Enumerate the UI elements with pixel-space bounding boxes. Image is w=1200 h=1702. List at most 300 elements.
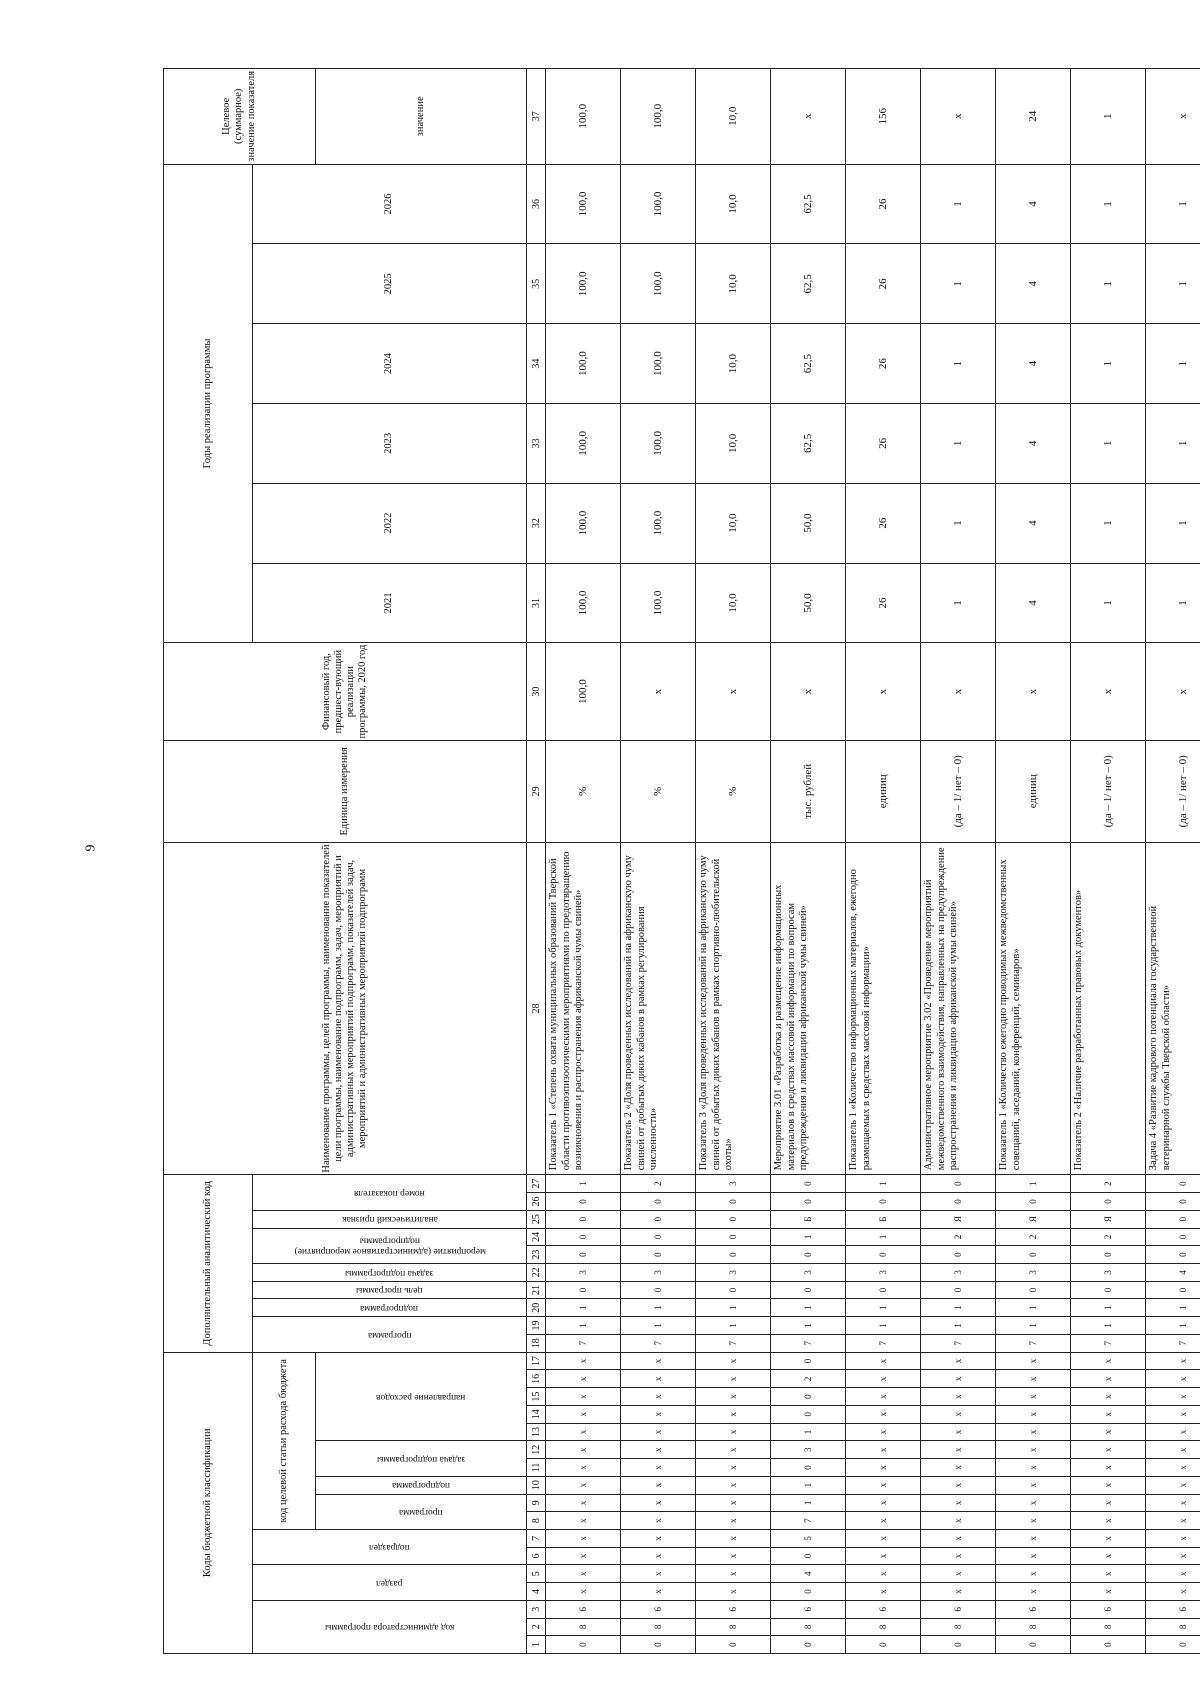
row-year-value: 1: [1071, 244, 1146, 324]
code-cell: Я: [921, 1210, 996, 1228]
row-year-value: 4: [996, 164, 1071, 244]
code-cell: x: [696, 1441, 771, 1459]
row-fin-year-value: х: [921, 643, 996, 741]
code-cell: 1: [771, 1423, 846, 1441]
code-cell: 2: [621, 1175, 696, 1193]
code-cell: 1: [846, 1317, 921, 1335]
row-year-value: 26: [846, 244, 921, 324]
code-cell: x: [621, 1352, 696, 1370]
row-fin-year-value: 100,0: [546, 643, 621, 741]
years-header: Годы реализации программы: [164, 164, 253, 643]
column-number: 1: [527, 1636, 546, 1654]
code-cell: x: [1146, 1405, 1200, 1423]
program-goal-header: цель программы: [253, 1281, 527, 1299]
code-cell: 0: [696, 1193, 771, 1211]
code-cell: 8: [921, 1618, 996, 1636]
row-fin-year-value: х: [696, 643, 771, 741]
code-cell: x: [1146, 1583, 1200, 1601]
code-cell: 0: [921, 1175, 996, 1193]
code-cell: 2: [996, 1228, 1071, 1246]
row-unit: %: [546, 740, 621, 842]
row-target-value: 100,0: [621, 69, 696, 165]
code-cell: 0: [1146, 1281, 1200, 1299]
code-cell: x: [996, 1388, 1071, 1406]
row-fin-year-value: х: [1146, 643, 1200, 741]
code-cell: 0: [546, 1281, 621, 1299]
code-cell: 0: [621, 1228, 696, 1246]
code-cell: 0: [621, 1636, 696, 1654]
code-cell: 3: [696, 1263, 771, 1281]
column-number: 26: [527, 1193, 546, 1211]
code-cell: x: [1071, 1370, 1146, 1388]
code-cell: x: [696, 1352, 771, 1370]
code-cell: x: [846, 1476, 921, 1494]
row-unit: (да – 1/ нет – 0): [1071, 740, 1146, 842]
code-cell: 6: [621, 1600, 696, 1618]
code-cell: 8: [846, 1618, 921, 1636]
row-name: Задача 4 «Развитие кадрового потенциала государственной ветеринарной службы Тверской области»: [1146, 842, 1200, 1174]
column-number: 5: [527, 1565, 546, 1583]
code-cell: 6: [546, 1600, 621, 1618]
table-row: [696, 69, 771, 1654]
row-year-value: 1: [1071, 324, 1146, 404]
column-number: 25: [527, 1210, 546, 1228]
code-cell: 0: [546, 1246, 621, 1264]
code-cell: 2: [771, 1370, 846, 1388]
code-cell: x: [621, 1565, 696, 1583]
target-header: Целевое (суммарное) значение показателя: [164, 69, 316, 165]
row-year-value: 100,0: [621, 164, 696, 244]
code-cell: 0: [771, 1193, 846, 1211]
code-cell: x: [921, 1388, 996, 1406]
code-cell: x: [696, 1583, 771, 1601]
column-number: 9: [527, 1494, 546, 1512]
row-name: Показатель 1 «Степень охвата муниципальных образований Тверской области противоэпизоотическими мероприятиями по предотвращению возникновения и распространения африканской чумы свиней»: [546, 842, 621, 1174]
code-cell: 0: [1071, 1281, 1146, 1299]
column-number: 14: [527, 1405, 546, 1423]
code-cell: x: [696, 1547, 771, 1565]
row-year-value: 1: [1146, 244, 1200, 324]
row-year-value: 1: [921, 404, 996, 484]
column-number: 34: [527, 324, 546, 404]
code-cell: 0: [546, 1228, 621, 1246]
code-cell: x: [621, 1476, 696, 1494]
code-cell: x: [996, 1405, 1071, 1423]
code-cell: x: [846, 1529, 921, 1547]
fin-year-header: Финансовый год, предшест-вующий реализации программы, 2020 год: [164, 643, 527, 741]
program-code-header: программа: [316, 1494, 527, 1529]
code-cell: 0: [921, 1281, 996, 1299]
row-year-value: 10,0: [696, 563, 771, 643]
code-cell: 0: [771, 1281, 846, 1299]
code-cell: x: [846, 1547, 921, 1565]
code-cell: x: [546, 1547, 621, 1565]
code-cell: 3: [996, 1263, 1071, 1281]
row-target-value: х: [921, 69, 996, 165]
code-cell: 0: [1071, 1246, 1146, 1264]
code-cell: x: [621, 1370, 696, 1388]
code-cell: 0: [1071, 1636, 1146, 1654]
code-cell: x: [846, 1388, 921, 1406]
code-cell: x: [621, 1583, 696, 1601]
code-cell: x: [696, 1494, 771, 1512]
code-cell: x: [1071, 1494, 1146, 1512]
row-year-value: 62,5: [771, 164, 846, 244]
code-cell: x: [621, 1459, 696, 1477]
code-cell: Б: [846, 1210, 921, 1228]
code-cell: x: [696, 1459, 771, 1477]
code-cell: 2: [1071, 1228, 1146, 1246]
code-cell: 7: [996, 1334, 1071, 1352]
column-number: 15: [527, 1388, 546, 1406]
row-unit: тыс. рублей: [771, 740, 846, 842]
column-number: 18: [527, 1334, 546, 1352]
code-cell: 0: [846, 1281, 921, 1299]
code-cell: 0: [621, 1193, 696, 1211]
code-cell: 0: [546, 1636, 621, 1654]
code-cell: 0: [546, 1193, 621, 1211]
code-cell: 0: [1146, 1175, 1200, 1193]
code-cell: Я: [996, 1210, 1071, 1228]
code-cell: x: [621, 1547, 696, 1565]
row-year-value: 1: [921, 164, 996, 244]
code-cell: x: [546, 1459, 621, 1477]
code-cell: 4: [1146, 1263, 1200, 1281]
code-cell: x: [1146, 1441, 1200, 1459]
column-number: 17: [527, 1352, 546, 1370]
table-row: [846, 69, 921, 1654]
row-name: Показатель 1 «Количество ежегодно проводимых межведомственных совещаний, заседаний, конференций, семинаров»: [996, 842, 1071, 1174]
code-cell: 0: [996, 1281, 1071, 1299]
column-number: 23: [527, 1246, 546, 1264]
row-year-value: 4: [996, 483, 1071, 563]
code-cell: x: [846, 1583, 921, 1601]
add-subprogram-header: подпрограмма: [253, 1299, 527, 1317]
row-fin-year-value: х: [1071, 643, 1146, 741]
code-cell: 0: [771, 1636, 846, 1654]
name-header: Наименование программы, целей программы, наименование показателей цели программы, наименование подпрограмм, задач, мероприятий и административных мероприятий подпрограмм, показателей задач, мероприятий и административных мероприятий подпрограмм: [164, 842, 527, 1174]
code-cell: x: [1146, 1352, 1200, 1370]
code-cell: 2: [1071, 1175, 1146, 1193]
code-cell: x: [921, 1512, 996, 1530]
code-cell: x: [696, 1423, 771, 1441]
row-target-value: 10,0: [696, 69, 771, 165]
code-cell: x: [1146, 1547, 1200, 1565]
code-cell: x: [846, 1459, 921, 1477]
row-fin-year-value: х: [996, 643, 1071, 741]
code-cell: 1: [921, 1317, 996, 1335]
code-cell: 0: [1071, 1193, 1146, 1211]
code-cell: 3: [771, 1263, 846, 1281]
code-cell: x: [1146, 1529, 1200, 1547]
code-cell: 1: [546, 1299, 621, 1317]
target-article-header: код целевой статьи расхода бюджета: [253, 1352, 316, 1529]
code-cell: 7: [696, 1334, 771, 1352]
column-number: 4: [527, 1583, 546, 1601]
code-cell: 5: [771, 1529, 846, 1547]
row-year-value: 4: [996, 404, 1071, 484]
code-cell: x: [846, 1494, 921, 1512]
column-number: 24: [527, 1228, 546, 1246]
code-cell: 0: [696, 1246, 771, 1264]
code-cell: 6: [921, 1600, 996, 1618]
column-number: 11: [527, 1459, 546, 1477]
code-cell: Б: [771, 1210, 846, 1228]
code-cell: 0: [1146, 1193, 1200, 1211]
code-cell: x: [1071, 1459, 1146, 1477]
row-unit: единиц: [846, 740, 921, 842]
row-year-value: 10,0: [696, 244, 771, 324]
column-number: 6: [527, 1547, 546, 1565]
code-cell: 3: [921, 1263, 996, 1281]
row-year-value: 62,5: [771, 404, 846, 484]
target-value-header: значение: [316, 69, 527, 165]
year-2024-header: 2024: [253, 324, 527, 404]
code-cell: x: [546, 1388, 621, 1406]
code-cell: 1: [771, 1476, 846, 1494]
budget-codes-header: Коды бюджетной классификации: [164, 1352, 253, 1653]
row-year-value: 100,0: [621, 244, 696, 324]
code-cell: x: [1146, 1459, 1200, 1477]
subprogram-code-header: подпрограмма: [316, 1476, 527, 1494]
code-cell: x: [1071, 1405, 1146, 1423]
code-cell: 0: [771, 1583, 846, 1601]
code-cell: x: [621, 1441, 696, 1459]
code-cell: 3: [771, 1441, 846, 1459]
table-row: [771, 69, 846, 1654]
code-cell: 0: [1146, 1636, 1200, 1654]
code-cell: 4: [771, 1565, 846, 1583]
row-year-value: 100,0: [621, 563, 696, 643]
code-cell: 8: [696, 1618, 771, 1636]
code-cell: x: [921, 1494, 996, 1512]
code-cell: 3: [696, 1175, 771, 1193]
code-cell: x: [846, 1441, 921, 1459]
column-number: 36: [527, 164, 546, 244]
code-cell: x: [921, 1529, 996, 1547]
year-2025-header: 2025: [253, 244, 527, 324]
code-cell: x: [921, 1370, 996, 1388]
subprogram-task2-header: задача подпрограммы: [253, 1263, 527, 1281]
code-cell: 1: [696, 1317, 771, 1335]
code-cell: x: [696, 1565, 771, 1583]
row-year-value: 1: [1146, 324, 1200, 404]
analytic-sign-header: аналитический признак: [253, 1210, 527, 1228]
column-number: 31: [527, 563, 546, 643]
code-cell: x: [696, 1405, 771, 1423]
code-cell: x: [996, 1370, 1071, 1388]
code-cell: x: [546, 1529, 621, 1547]
code-cell: 0: [996, 1193, 1071, 1211]
code-cell: 8: [771, 1618, 846, 1636]
code-cell: x: [996, 1529, 1071, 1547]
code-cell: x: [621, 1405, 696, 1423]
column-number: 32: [527, 483, 546, 563]
code-cell: 0: [696, 1210, 771, 1228]
code-cell: x: [696, 1512, 771, 1530]
code-cell: 8: [996, 1618, 1071, 1636]
code-cell: 0: [771, 1246, 846, 1264]
code-cell: x: [996, 1423, 1071, 1441]
code-cell: 0: [996, 1636, 1071, 1654]
row-name: Показатель 2 «Доля проведенных исследований на африканскую чуму свиней от добытых диких кабанов в рамках регулирования численности»: [621, 842, 696, 1174]
code-cell: x: [996, 1476, 1071, 1494]
column-number: 21: [527, 1281, 546, 1299]
code-cell: 6: [1071, 1600, 1146, 1618]
row-name: Показатель 2 «Наличие разработанных правовых документов»: [1071, 842, 1146, 1174]
row-year-value: 1: [1071, 483, 1146, 563]
code-cell: 1: [846, 1228, 921, 1246]
program-indicators-table: [163, 68, 1200, 1654]
activity-header: мероприятие (административное мероприятие) подпрограммы: [253, 1228, 527, 1263]
row-year-value: 100,0: [621, 324, 696, 404]
row-year-value: 26: [846, 404, 921, 484]
code-cell: x: [546, 1583, 621, 1601]
row-year-value: 62,5: [771, 244, 846, 324]
table-row: [996, 69, 1071, 1654]
code-cell: 6: [1146, 1600, 1200, 1618]
row-year-value: 62,5: [771, 324, 846, 404]
code-cell: x: [1071, 1565, 1146, 1583]
rotated-table-wrapper: [163, 68, 1189, 1654]
table-row: [1071, 69, 1146, 1654]
table-row: [1146, 69, 1200, 1654]
code-cell: 0: [546, 1210, 621, 1228]
column-number: 33: [527, 404, 546, 484]
row-unit: %: [696, 740, 771, 842]
code-cell: x: [1071, 1529, 1146, 1547]
subprogram-task-header: задача подпрограммы: [316, 1441, 527, 1476]
code-cell: x: [921, 1423, 996, 1441]
admin-code-header: код администратора программы: [253, 1600, 527, 1653]
row-unit: (да – 1/ нет – 0): [921, 740, 996, 842]
code-cell: 0: [771, 1175, 846, 1193]
column-number: 7: [527, 1529, 546, 1547]
code-cell: x: [1146, 1370, 1200, 1388]
code-cell: 0: [1146, 1228, 1200, 1246]
row-year-value: 1: [921, 244, 996, 324]
code-cell: 7: [1146, 1334, 1200, 1352]
code-cell: 1: [546, 1317, 621, 1335]
code-cell: x: [621, 1388, 696, 1406]
column-number: 8: [527, 1512, 546, 1530]
code-cell: x: [996, 1583, 1071, 1601]
code-cell: x: [996, 1352, 1071, 1370]
row-year-value: 4: [996, 244, 1071, 324]
code-cell: x: [546, 1565, 621, 1583]
code-cell: x: [846, 1405, 921, 1423]
add-program-header: программа: [253, 1317, 527, 1352]
code-cell: x: [696, 1529, 771, 1547]
column-number: 2: [527, 1618, 546, 1636]
row-year-value: 1: [1146, 483, 1200, 563]
subsection-header: подраздел: [253, 1529, 527, 1564]
column-number: 20: [527, 1299, 546, 1317]
code-cell: x: [996, 1547, 1071, 1565]
year-2021-header: 2021: [253, 563, 527, 643]
table-body: [527, 69, 1200, 1654]
code-cell: 6: [996, 1600, 1071, 1618]
code-cell: 1: [1071, 1299, 1146, 1317]
code-cell: 1: [996, 1317, 1071, 1335]
row-year-value: 100,0: [546, 404, 621, 484]
code-cell: x: [921, 1547, 996, 1565]
code-cell: 0: [846, 1636, 921, 1654]
code-cell: 0: [996, 1246, 1071, 1264]
code-cell: 1: [996, 1299, 1071, 1317]
code-cell: x: [1071, 1441, 1146, 1459]
code-cell: 1: [771, 1494, 846, 1512]
code-cell: x: [1146, 1423, 1200, 1441]
code-cell: 1: [771, 1228, 846, 1246]
row-name: Административное мероприятие 3.02 «Проведение мероприятий межведомственного взаимодействия, направленных на предупреждение распространения и ликвидацию африканской чумы свиней»: [921, 842, 996, 1174]
row-target-value: 1: [1071, 69, 1146, 165]
code-cell: x: [1071, 1352, 1146, 1370]
column-number: 29: [527, 740, 546, 842]
row-year-value: 1: [1071, 164, 1146, 244]
row-year-value: 100,0: [546, 483, 621, 563]
code-cell: 0: [1146, 1246, 1200, 1264]
code-cell: x: [846, 1370, 921, 1388]
year-2022-header: 2022: [253, 483, 527, 563]
code-cell: 6: [696, 1600, 771, 1618]
code-cell: x: [1146, 1512, 1200, 1530]
code-cell: 8: [1146, 1618, 1200, 1636]
code-cell: x: [621, 1423, 696, 1441]
row-year-value: 26: [846, 483, 921, 563]
row-year-value: 1: [921, 483, 996, 563]
additional-code-header: Дополнительный аналитический код: [164, 1175, 253, 1352]
row-unit: единиц: [996, 740, 1071, 842]
row-year-value: 26: [846, 324, 921, 404]
row-year-value: 100,0: [546, 324, 621, 404]
code-cell: 7: [546, 1334, 621, 1352]
code-cell: x: [1071, 1512, 1146, 1530]
code-cell: 1: [996, 1175, 1071, 1193]
code-cell: 0: [1146, 1210, 1200, 1228]
code-cell: 0: [846, 1193, 921, 1211]
code-cell: 1: [771, 1299, 846, 1317]
code-cell: x: [546, 1441, 621, 1459]
code-cell: 3: [621, 1263, 696, 1281]
row-year-value: 26: [846, 164, 921, 244]
table-row: [921, 69, 996, 1654]
code-cell: 7: [1071, 1334, 1146, 1352]
code-cell: 1: [771, 1317, 846, 1335]
column-number: 3: [527, 1600, 546, 1618]
section-header: раздел: [253, 1565, 527, 1600]
code-cell: x: [921, 1405, 996, 1423]
code-cell: 0: [771, 1352, 846, 1370]
row-year-value: 100,0: [621, 483, 696, 563]
code-cell: x: [921, 1459, 996, 1477]
code-cell: 7: [921, 1334, 996, 1352]
code-cell: 6: [846, 1600, 921, 1618]
code-cell: x: [846, 1352, 921, 1370]
row-year-value: 4: [996, 324, 1071, 404]
code-cell: 1: [696, 1299, 771, 1317]
code-cell: 7: [771, 1334, 846, 1352]
code-cell: 8: [621, 1618, 696, 1636]
column-number: 16: [527, 1370, 546, 1388]
code-cell: 0: [921, 1636, 996, 1654]
code-cell: 8: [546, 1618, 621, 1636]
row-year-value: 100,0: [546, 164, 621, 244]
row-year-value: 1: [1071, 563, 1146, 643]
column-number: 10: [527, 1476, 546, 1494]
row-unit: %: [621, 740, 696, 842]
row-year-value: 100,0: [621, 404, 696, 484]
